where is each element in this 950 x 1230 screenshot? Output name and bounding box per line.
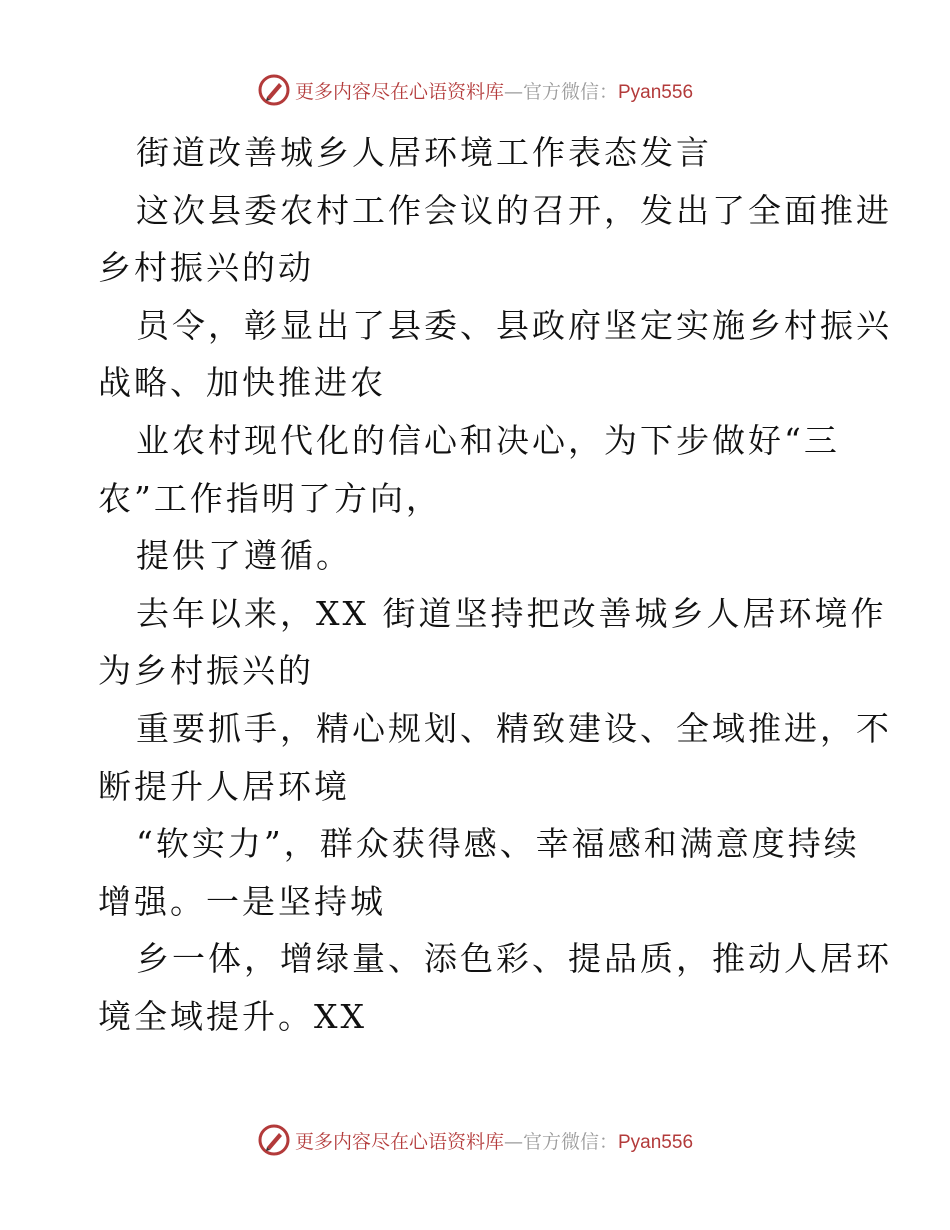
paragraph-line: 重要抓手，精心规划、精致建设、全域推进，不 bbox=[136, 708, 892, 748]
pen-logo-icon bbox=[257, 1123, 291, 1157]
banner-main-text: 更多内容尽在心语资料库 bbox=[294, 80, 504, 103]
paragraph-line: 农”工作指明了方向， bbox=[98, 478, 442, 518]
document-body bbox=[98, 124, 892, 1046]
paragraph-line: 员令，彰显出了县委、县政府坚定实施乡村振兴 bbox=[136, 305, 892, 345]
banner-main-text: 更多内容尽在心语资料库 bbox=[294, 1130, 504, 1153]
paragraph-line: 业农村现代化的信心和决心，为下步做好“三 bbox=[136, 420, 840, 460]
paragraph-line: 增强。一是坚持城 bbox=[98, 881, 386, 921]
paragraph-line: 乡一体，增绿量、添色彩、提品质，推动人居环 bbox=[136, 939, 892, 979]
banner-text bbox=[295, 77, 693, 104]
banner-dash: — bbox=[503, 80, 523, 103]
paragraph-line: “软实力”，群众获得感、幸福感和满意度持续 bbox=[136, 824, 860, 864]
banner-wechat-label: 官方微信： bbox=[522, 80, 618, 103]
banner-wechat-id: Pyan556 bbox=[618, 81, 694, 103]
paragraph-line: 这次县委农村工作会议的召开，发出了全面推进 bbox=[136, 190, 892, 230]
footer-banner bbox=[0, 1120, 950, 1160]
paragraph-line: 断提升人居环境 bbox=[98, 766, 350, 806]
banner-wechat-id: Pyan556 bbox=[618, 1131, 694, 1153]
document-title: 街道改善城乡人居环境工作表态发言 bbox=[136, 133, 712, 172]
paragraph-line: 去年以来，XX 街道坚持把改善城乡人居环境作 bbox=[136, 593, 887, 633]
banner-wechat-label: 官方微信： bbox=[522, 1130, 618, 1153]
banner-text bbox=[295, 1127, 693, 1154]
pen-logo-icon bbox=[257, 73, 291, 107]
paragraph-line: 为乡村振兴的 bbox=[98, 651, 314, 691]
paragraph-line: 乡村振兴的动 bbox=[98, 248, 314, 288]
paragraph-line: 提供了遵循。 bbox=[136, 536, 352, 576]
paragraph-line: 战略、加快推进农 bbox=[98, 363, 386, 403]
paragraph-line: 境全域提升。XX bbox=[98, 996, 367, 1036]
header-banner bbox=[0, 70, 950, 110]
banner-dash: — bbox=[503, 1130, 523, 1153]
